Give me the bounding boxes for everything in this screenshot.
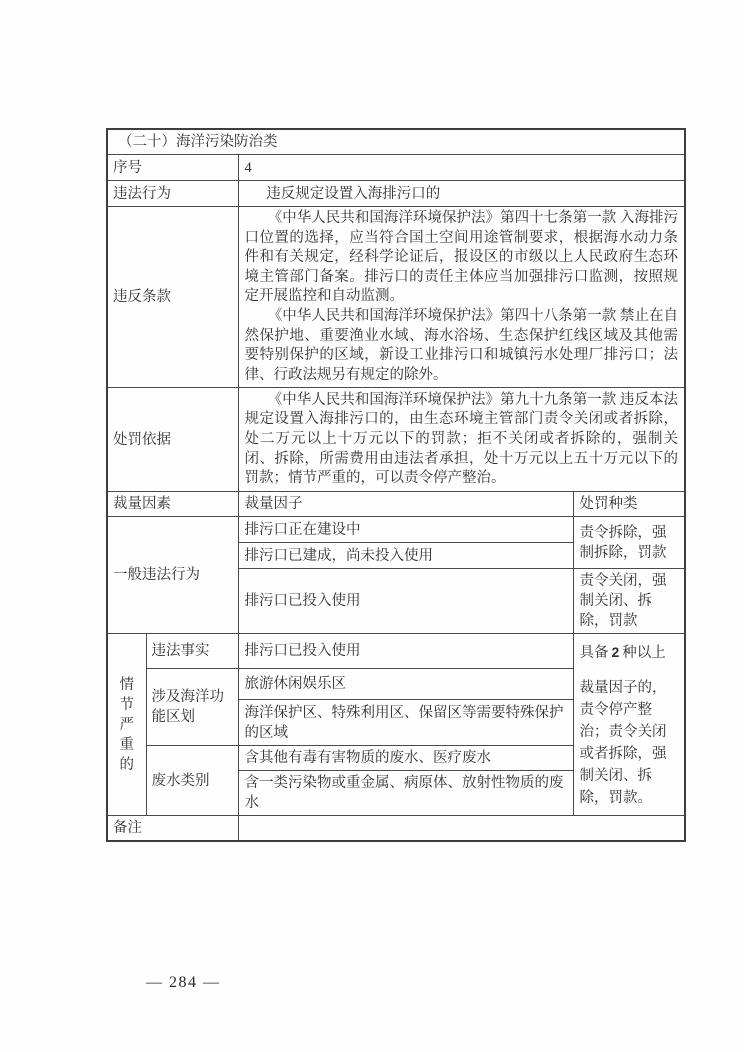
marine-zone-factor-2: 海洋保护区、特殊利用区、保留区等需要特殊保护的区域: [238, 700, 573, 746]
severe-penalty: [573, 634, 685, 816]
remarks-value: [238, 816, 685, 842]
general-factor-2: 排污口已建成，尚未投入使用: [238, 543, 573, 569]
penalty-basis-text: [238, 388, 685, 492]
serial-value: 4: [238, 155, 685, 181]
severe-label-text: 情节严重的: [119, 676, 134, 773]
violated-clause-label: 违反条款: [107, 207, 238, 388]
marine-zone-factor-1: 旅游休闲娱乐区: [238, 669, 573, 700]
penalty-type-header: 处罚种类: [573, 492, 685, 517]
severe-fact-label: 违法事实: [146, 634, 238, 669]
section-title: （二十）海洋污染防治类: [107, 129, 685, 155]
general-factor-1: 排污口正在建设中: [238, 517, 573, 543]
wastewater-factor-1: 含其他有毒有害物质的废水、医疗废水: [238, 746, 573, 771]
marine-zone-label: 涉及海洋功能区划: [146, 669, 238, 746]
general-penalty-2: 责令关闭，强制关闭、拆除，罚款: [573, 569, 685, 634]
law-paragraph-2: 《中华人民共和国海洋环境保护法》第四十八条第一款 禁止在自然保护地、重要渔业水域、海水浴场、生态保护红线区域及其他需要特别保护的区域，新设工业排污口和城镇污水处理厂排污口；法律、行政法规另有规定的除外。: [244, 307, 678, 383]
wastewater-factor-2: 含一类污染物或重金属、病原体、放射性物质的废水: [238, 771, 573, 816]
severe-label: [107, 634, 146, 816]
severe-fact-factor: 排污口已投入使用: [238, 634, 573, 669]
wastewater-label: 废水类别: [146, 746, 238, 816]
severe-penalty-prefix: 具备: [579, 644, 609, 661]
violation-value: 违反规定设置入海排污口的: [238, 181, 685, 207]
page-number: — 284 —: [146, 974, 221, 991]
violation-label: 违法行为: [107, 181, 238, 207]
penalty-basis-paragraph: 《中华人民共和国海洋环境保护法》第九十九条第一款 违反本法规定设置入海排污口的，由生态环境主管部门责令关闭或者拆除，处二万元以上十万元以下的罚款；拒不关闭或者拆除的，强制关闭、拆除，所需费用由违法者承担，处十万元以上五十万元以下的罚款；情节严重的，可以责令停产整治。: [244, 391, 678, 487]
violated-clause-text: [238, 207, 685, 388]
remarks-label: 备注: [107, 816, 238, 842]
general-violation-label: 一般违法行为: [107, 517, 238, 634]
severe-penalty-count: 2: [611, 643, 620, 660]
severe-penalty-suffix: 种以上: [622, 644, 666, 661]
general-penalty-1: 责令拆除，强制拆除，罚款: [573, 517, 685, 569]
factor-header: 裁量因子: [238, 492, 573, 517]
severe-penalty-line1: [580, 641, 679, 664]
serial-label: 序号: [107, 155, 238, 181]
penalty-basis-label: 处罚依据: [107, 388, 238, 492]
regulation-table: [106, 128, 686, 842]
law-paragraph-1: 《中华人民共和国海洋环境保护法》第四十七条第一款 入海排污口位置的选择，应当符合国土空间用途管制要求，根据海水动力条件和有关规定，经科学论证后，报设区的市级以上人民政府生态环境主管部门备案。排污口的责任主体应当加强排污口监测，按照规定开展监控和自动监测。: [244, 210, 678, 305]
factor-group-header: 裁量因素: [107, 492, 238, 517]
general-factor-3: 排污口已投入使用: [238, 569, 573, 634]
severe-penalty-rest: 裁量因子的，责令停产整治；责令关闭或者拆除，强制关闭、拆除，罚款。: [579, 679, 667, 806]
